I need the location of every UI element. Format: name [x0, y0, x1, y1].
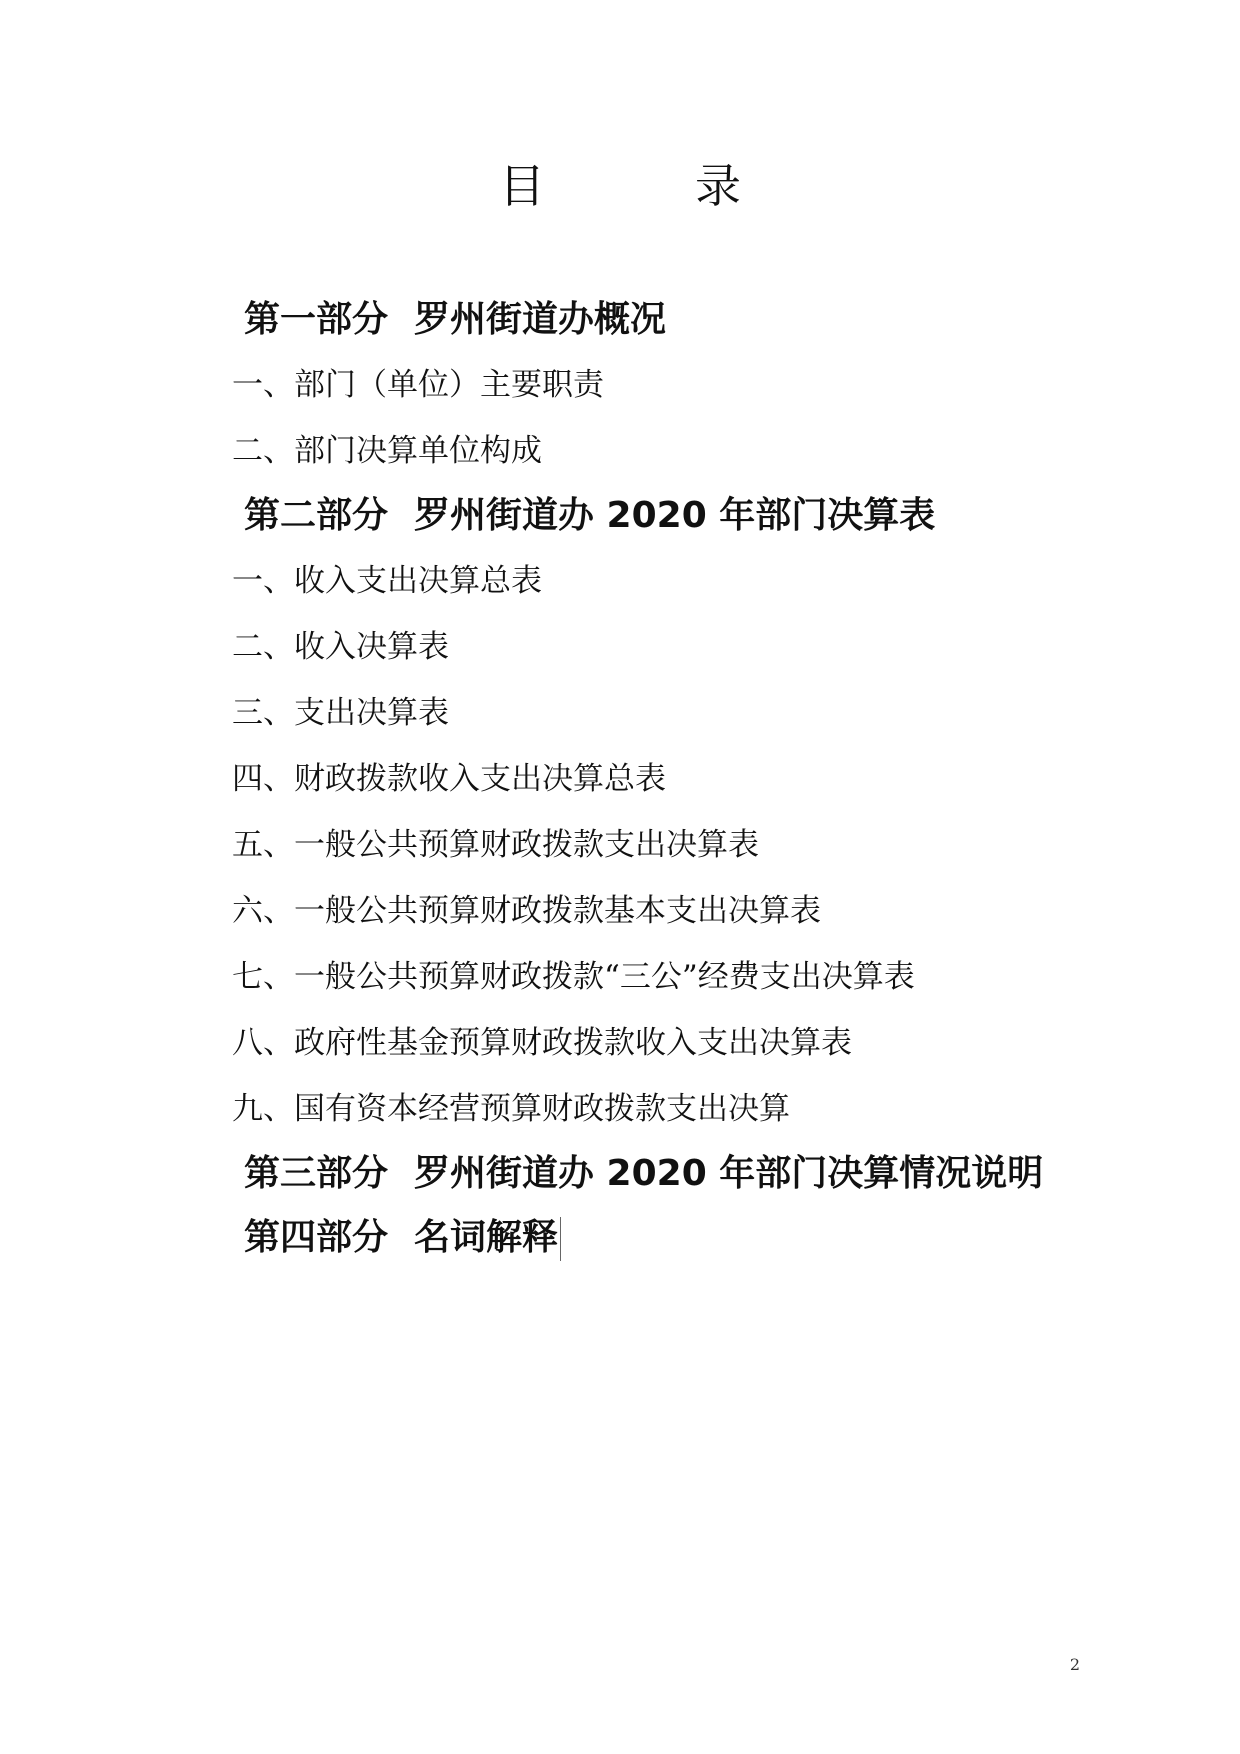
title-char-1: 目 [499, 159, 545, 213]
toc-item: 五、一般公共预算财政拨款支出决算表 [232, 827, 759, 863]
title-spacer [545, 150, 695, 216]
page-title [0, 150, 1240, 216]
toc-item: 二、部门决算单位构成 [232, 433, 542, 469]
toc-item: 四、财政拨款收入支出决算总表 [232, 761, 666, 797]
toc-item: 一、部门（单位）主要职责 [232, 367, 604, 403]
toc-part-label: 第二部分 [244, 495, 389, 536]
toc-part-title: 罗州街道办概况 [414, 299, 667, 340]
title-char-2: 录 [695, 159, 741, 213]
toc-part-label: 第四部分 [244, 1217, 389, 1258]
toc-part-2 [232, 484, 1132, 548]
toc-item: 三、支出决算表 [232, 695, 449, 731]
toc-part-4 [232, 1206, 1132, 1270]
table-of-contents [232, 288, 1132, 1270]
toc-part-3 [232, 1142, 1132, 1206]
text-cursor [560, 1217, 561, 1261]
page-number: 2 [1069, 1655, 1080, 1674]
toc-item: 二、收入决算表 [232, 629, 449, 665]
toc-part-title: 罗州街道办 2020 年部门决算情况说明 [414, 1153, 1044, 1194]
toc-part-label: 第一部分 [244, 299, 389, 340]
toc-item: 一、收入支出决算总表 [232, 563, 542, 599]
toc-part-1 [232, 288, 1132, 352]
toc-item: 六、一般公共预算财政拨款基本支出决算表 [232, 893, 821, 929]
toc-item: 八、政府性基金预算财政拨款收入支出决算表 [232, 1025, 852, 1061]
toc-part-label: 第三部分 [244, 1153, 389, 1194]
toc-part-title: 名词解释 [414, 1217, 559, 1258]
toc-item: 九、国有资本经营预算财政拨款支出决算 [232, 1091, 790, 1127]
toc-item: 七、一般公共预算财政拨款“三公”经费支出决算表 [232, 959, 915, 995]
toc-part-title: 罗州街道办 2020 年部门决算表 [414, 495, 936, 536]
